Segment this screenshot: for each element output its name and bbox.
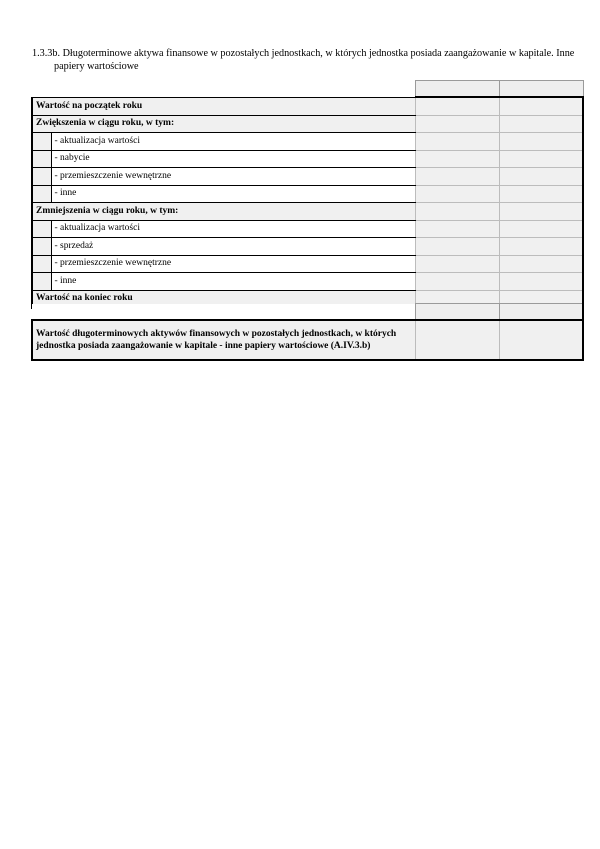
row-label: - przemieszczenie wewnętrzne [51, 168, 415, 186]
value-cell-col2[interactable] [499, 185, 583, 203]
sub-item-row [32, 168, 583, 186]
section-title: Długoterminowe aktywa finansowe w pozostałych jednostkach, w których jednostka posiada zaangażowanie w kapitale. Inne [62, 48, 575, 59]
header-cell-col2 [499, 81, 583, 98]
indent-cell [32, 238, 51, 256]
value-cell-col1[interactable] [415, 220, 499, 238]
value-cell-col2[interactable] [499, 238, 583, 256]
header-blank [32, 304, 415, 321]
value-cell-col2[interactable] [499, 97, 583, 115]
row-label: Wartość na koniec roku [32, 290, 415, 308]
indent-cell [32, 273, 51, 291]
heading-line-1 [32, 47, 582, 60]
indent-cell [32, 185, 51, 203]
value-cell-col1[interactable] [415, 320, 499, 360]
value-cell-col2[interactable] [499, 168, 583, 186]
sub-item-row [32, 133, 583, 151]
table-header-row [32, 304, 583, 321]
row-label: - sprzedaż [51, 238, 415, 256]
value-cell-col2[interactable] [499, 220, 583, 238]
section-row [32, 115, 583, 133]
indent-cell [32, 150, 51, 168]
value-cell-col1[interactable] [415, 255, 499, 273]
table-header-row [32, 81, 583, 98]
total-row [32, 320, 583, 360]
value-cell-col2[interactable] [499, 273, 583, 291]
value-cell-col1[interactable] [415, 238, 499, 256]
row-label: - inne [51, 185, 415, 203]
assets-movement-table [31, 80, 584, 309]
indent-cell [32, 168, 51, 186]
row-label: - aktualizacja wartości [51, 133, 415, 151]
indent-cell [32, 133, 51, 151]
value-cell-col2[interactable] [499, 203, 583, 221]
value-cell-col1[interactable] [415, 168, 499, 186]
value-cell-col2[interactable] [499, 150, 583, 168]
value-cell-col2[interactable] [499, 255, 583, 273]
total-label: Wartość długoterminowych aktywów finansowych w pozostałych jednostkach, w których jednostka posiada zaangażowanie w kapitale - inne papiery wartościowe (A.IV.3.b) [32, 320, 415, 360]
indent-cell [32, 220, 51, 238]
assets-total-table [31, 303, 584, 361]
value-cell-col1[interactable] [415, 185, 499, 203]
row-label: - przemieszczenie wewnętrzne [51, 255, 415, 273]
sub-item-row [32, 220, 583, 238]
heading-line-2: papiery wartościowe [54, 61, 139, 72]
row-label: Zmniejszenia w ciągu roku, w tym: [32, 203, 415, 221]
row-label: - aktualizacja wartości [51, 220, 415, 238]
section-number: 1.3.3b. [32, 48, 61, 59]
header-blank [32, 81, 415, 98]
header-cell-col1 [415, 304, 499, 321]
header-cell-col2 [499, 304, 583, 321]
section-row [32, 203, 583, 221]
value-cell-col1[interactable] [415, 273, 499, 291]
sub-item-row [32, 273, 583, 291]
value-cell-col2[interactable] [499, 320, 583, 360]
row-label: Zwiększenia w ciągu roku, w tym: [32, 115, 415, 133]
value-cell-col1[interactable] [415, 97, 499, 115]
sub-item-row [32, 255, 583, 273]
value-cell-col1[interactable] [415, 133, 499, 151]
sub-item-row [32, 150, 583, 168]
row-label: - nabycie [51, 150, 415, 168]
value-cell-col1[interactable] [415, 203, 499, 221]
section-heading [32, 47, 582, 73]
value-cell-col1[interactable] [415, 150, 499, 168]
value-cell-col2[interactable] [499, 133, 583, 151]
sub-item-row [32, 185, 583, 203]
indent-cell [32, 255, 51, 273]
section-row [32, 97, 583, 115]
row-label: - inne [51, 273, 415, 291]
row-label: Wartość na początek roku [32, 97, 415, 115]
sub-item-row [32, 238, 583, 256]
value-cell-col2[interactable] [499, 115, 583, 133]
value-cell-col1[interactable] [415, 115, 499, 133]
header-cell-col1 [415, 81, 499, 98]
